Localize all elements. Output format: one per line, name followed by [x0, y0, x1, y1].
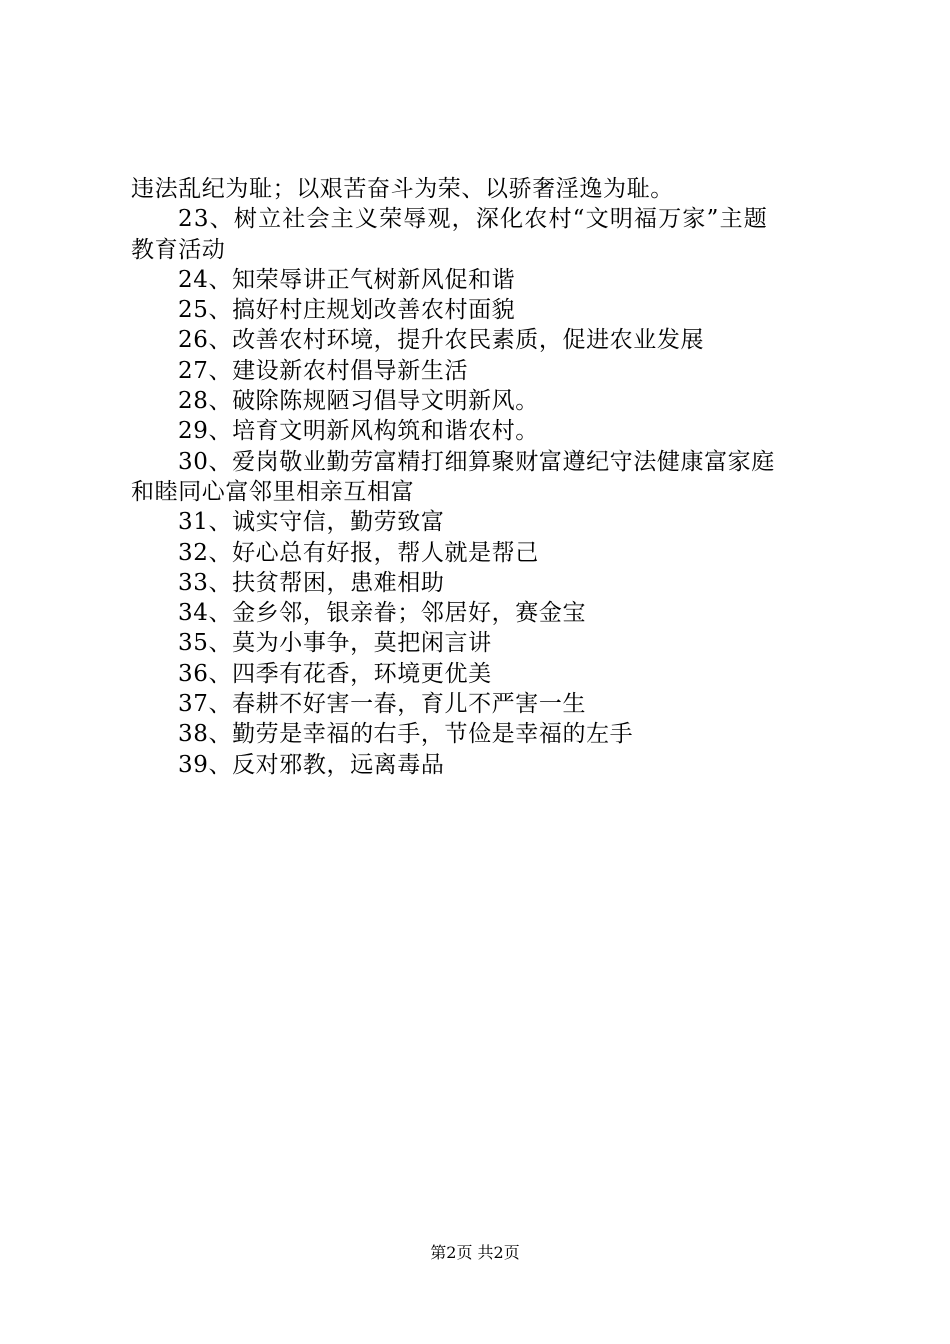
page-number-footer: 第2页 共2页: [430, 1243, 520, 1262]
list-item: 28、破除陈规陋习倡导文明新风。: [178, 388, 539, 415]
list-item: 36、四季有花香，环境更优美: [178, 660, 492, 687]
list-item: 38、勤劳是幸福的右手，节俭是幸福的左手: [178, 721, 634, 748]
list-item: 33、扶贫帮困，患难相助: [178, 569, 445, 596]
list-item: 37、春耕不好害一春，育儿不严害一生: [178, 691, 587, 718]
list-item: 30、爱岗敬业勤劳富精打细算聚财富遵纪守法健康富家庭: [178, 448, 775, 475]
list-item: 32、好心总有好报，帮人就是帮己: [178, 539, 539, 566]
list-item: 31、诚实守信，勤劳致富: [178, 509, 445, 536]
text-line: 和睦同心富邻里相亲互相富: [131, 478, 415, 505]
list-item: 26、改善农村环境，提升农民素质，促进农业发展: [178, 327, 705, 354]
list-item: 39、反对邪教，远离毒品: [178, 751, 445, 778]
list-item: 34、金乡邻，银亲眷；邻居好，赛金宝: [178, 600, 587, 627]
list-item: 27、建设新农村倡导新生活: [178, 357, 469, 384]
text-line: 教育活动: [131, 236, 226, 263]
document-body: [131, 174, 831, 780]
list-item: 29、培育文明新风构筑和谐农村。: [178, 418, 539, 445]
text-line: 违法乱纪为耻；以艰苦奋斗为荣、以骄奢淫逸为耻。: [131, 176, 674, 202]
list-item: 35、莫为小事争，莫把闲言讲: [178, 630, 492, 657]
list-item: 25、搞好村庄规划改善农村面貌: [178, 297, 516, 324]
list-item: 24、知荣辱讲正气树新风促和谐: [178, 266, 516, 293]
list-item: 23、树立社会主义荣辱观，深化农村“文明福万家”主题: [178, 206, 768, 233]
